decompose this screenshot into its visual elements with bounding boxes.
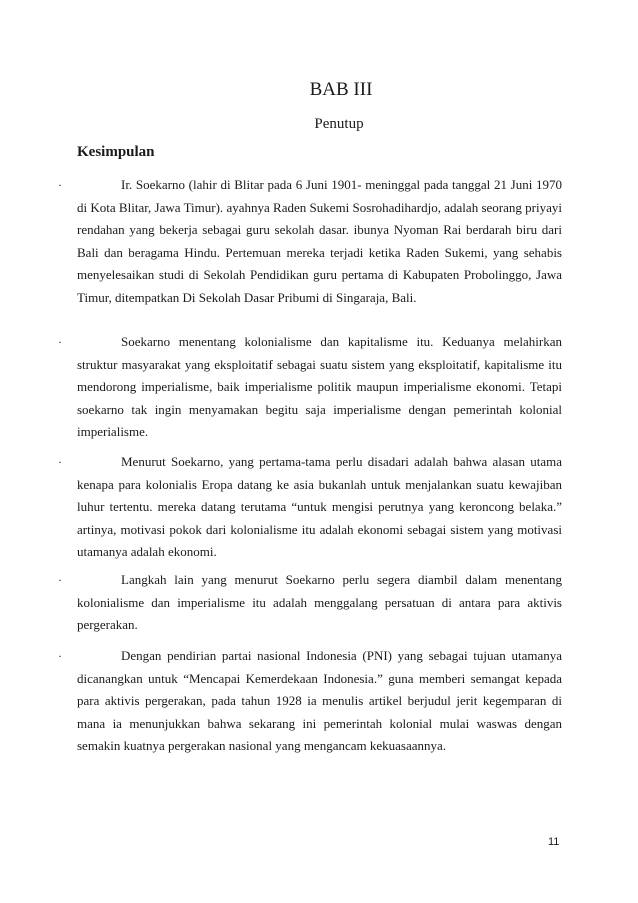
paragraph-1: Ir. Soekarno (lahir di Blitar pada 6 Juni 1901- meninggal pada tanggal 21 Juni 1970 di Kota Blitar, Jawa Timur). ayahnya Raden Sukemi Sosrohadihardjo, adalah seorang priyayi rendahan yang bekerja sebagai guru sekolah dasar. ibunya Nyoman Rai berdarah biru dari Bali dan beragama Hindu. Pertemuan mereka terjadi ketika Raden Sukemi, yang sehabis menyelesaikan studi di Sekolah Pendidikan guru pertama di Kabupaten Probolinggo, Jawa Timur, ditempatkan Di Sekolah Dasar Pribumi di Singaraja, Bali. xyxy=(77,177,562,305)
bullet-marker: · xyxy=(58,178,62,192)
chapter-title-text: BAB III xyxy=(309,79,373,100)
bullet-marker: · xyxy=(58,335,62,349)
page-number: 11 xyxy=(548,836,560,848)
chapter-title xyxy=(0,79,638,101)
paragraph-5: Dengan pendirian partai nasional Indonesia (PNI) yang sebagai tujuan utamanya dicanangkan untuk “Mencapai Kemerdekaan Indonesia.” guna memberi semangat kepada para aktivis pergerakan, pada tahun 1928 ia menulis artikel berjudul jerit kegemparan di mana ia menunjukkan bahwa sekarang ini pemerintah kolonial mulai waswas dengan semakin kuatnya pergerakan nasional yang mengancam kekuasaannya. xyxy=(77,648,562,754)
paragraph-3: Menurut Soekarno, yang pertama-tama perlu disadari adalah bahwa alasan utama kenapa para kolonialis Eropa datang ke asia bukanlah untuk menjalankan suatu kewajiban luhur tertentu. mereka datang terutama “untuk mengisi perutnya yang keroncong belaka.” artinya, motivasi pokok dari kolonialisme itu adalah ekonomi sebagai sistem yang motivasi utamanya adalah ekonomi. xyxy=(77,454,562,560)
bullet-marker: · xyxy=(58,649,62,663)
section-heading: Kesimpulan xyxy=(77,144,155,160)
bullet-marker: · xyxy=(58,573,62,587)
bullet-marker: · xyxy=(58,455,62,469)
paragraph-2: Soekarno menentang kolonialisme dan kapitalisme itu. Keduanya melahirkan struktur masyarakat yang eksploitatif sebagai suatu sistem yang eksploitatif, kapitalisme itu mendorong imperialisme, baik imperialisme politik maupun imperialisme ekonomi. Tetapi soekarno tak ingin menyamakan begitu saja imperialisme dengan pemerintah kolonial imperialisme. xyxy=(77,334,562,440)
paragraph-4: Langkah lain yang menurut Soekarno perlu segera diambil dalam menentang kolonialisme dan imperialisme itu adalah menggalang persatuan di antara para aktivis pergerakan. xyxy=(77,572,562,633)
chapter-subtitle-text: Penutup xyxy=(314,116,364,132)
chapter-subtitle xyxy=(0,116,638,133)
